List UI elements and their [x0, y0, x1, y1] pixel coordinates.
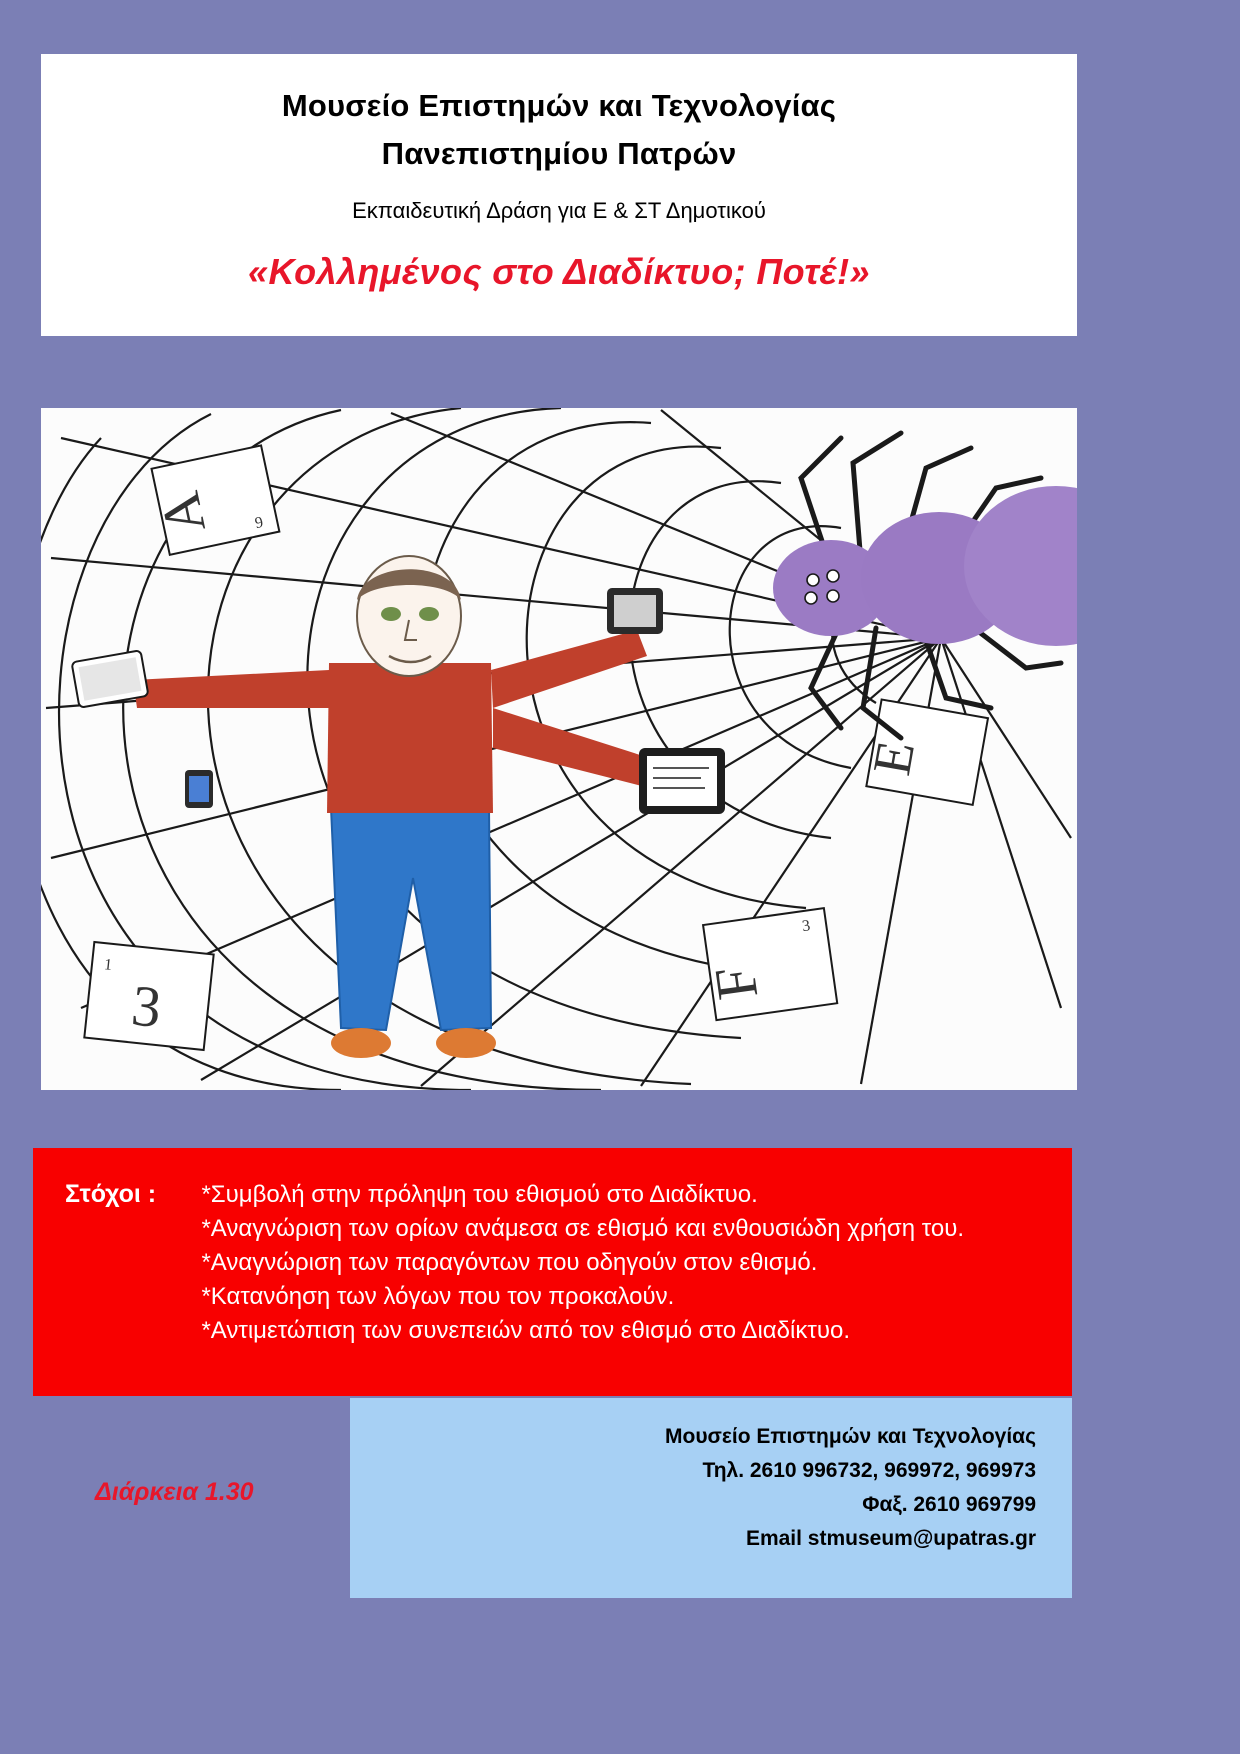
objectives-label: Στόχοι : [65, 1180, 157, 1208]
contact-phone: Τηλ. 2610 996732, 969972, 969973 [702, 1459, 1036, 1483]
objective-item: *Αναγνώριση των παραγόντων που οδηγούν στον εθισμό. [201, 1249, 818, 1277]
contact-email[interactable]: Email stmuseum@upatras.gr [745, 1527, 1036, 1551]
objective-item: *Αντιμετώπιση των συνεπειών από τον εθισμό στο Διαδίκτυο. [201, 1317, 850, 1345]
svg-text:A: A [148, 486, 218, 540]
objective-item: *Αναγνώριση των ορίων ανάμεσα σε εθισμό και ενθουσιώδη χρήση του. [201, 1215, 964, 1243]
objective-item: *Κατανόηση των λόγων που τον προκαλούν. [201, 1283, 675, 1311]
svg-text:3: 3 [128, 972, 165, 1041]
spider-web-illustration-svg [41, 408, 1077, 1090]
objectives-list [201, 1178, 1041, 1348]
svg-text:E: E [861, 736, 927, 780]
svg-text:3: 3 [801, 917, 812, 936]
duration-label: Διάρκεια 1.30 [95, 1478, 254, 1506]
museum-name-line1: Μουσείο Επιστημών και Τεχνολογίας [281, 88, 837, 123]
svg-text:9: 9 [253, 513, 265, 533]
svg-text:F: F [701, 962, 771, 1004]
contact-box [350, 1398, 1072, 1598]
page-title: «Κολλημένος στο Διαδίκτυο; Ποτέ!» [248, 250, 870, 292]
contact-fax: Φαξ. 2610 969799 [862, 1493, 1036, 1517]
header-subtitle: Εκπαιδευτική Δράση για Ε & ΣΤ Δημοτικού [352, 198, 766, 224]
illustration-drawing [41, 408, 1077, 1090]
svg-text:1: 1 [103, 956, 113, 974]
museum-name-line2: Πανεπιστημίου Πατρών [381, 136, 737, 172]
contact-museum-name: Μουσείο Επιστημών και Τεχνολογίας [665, 1425, 1036, 1448]
objectives-box [33, 1148, 1072, 1396]
objective-item: *Συμβολή στην πρόληψη του εθισμού στο Διαδίκτυο. [201, 1181, 758, 1208]
header-card [41, 54, 1077, 336]
